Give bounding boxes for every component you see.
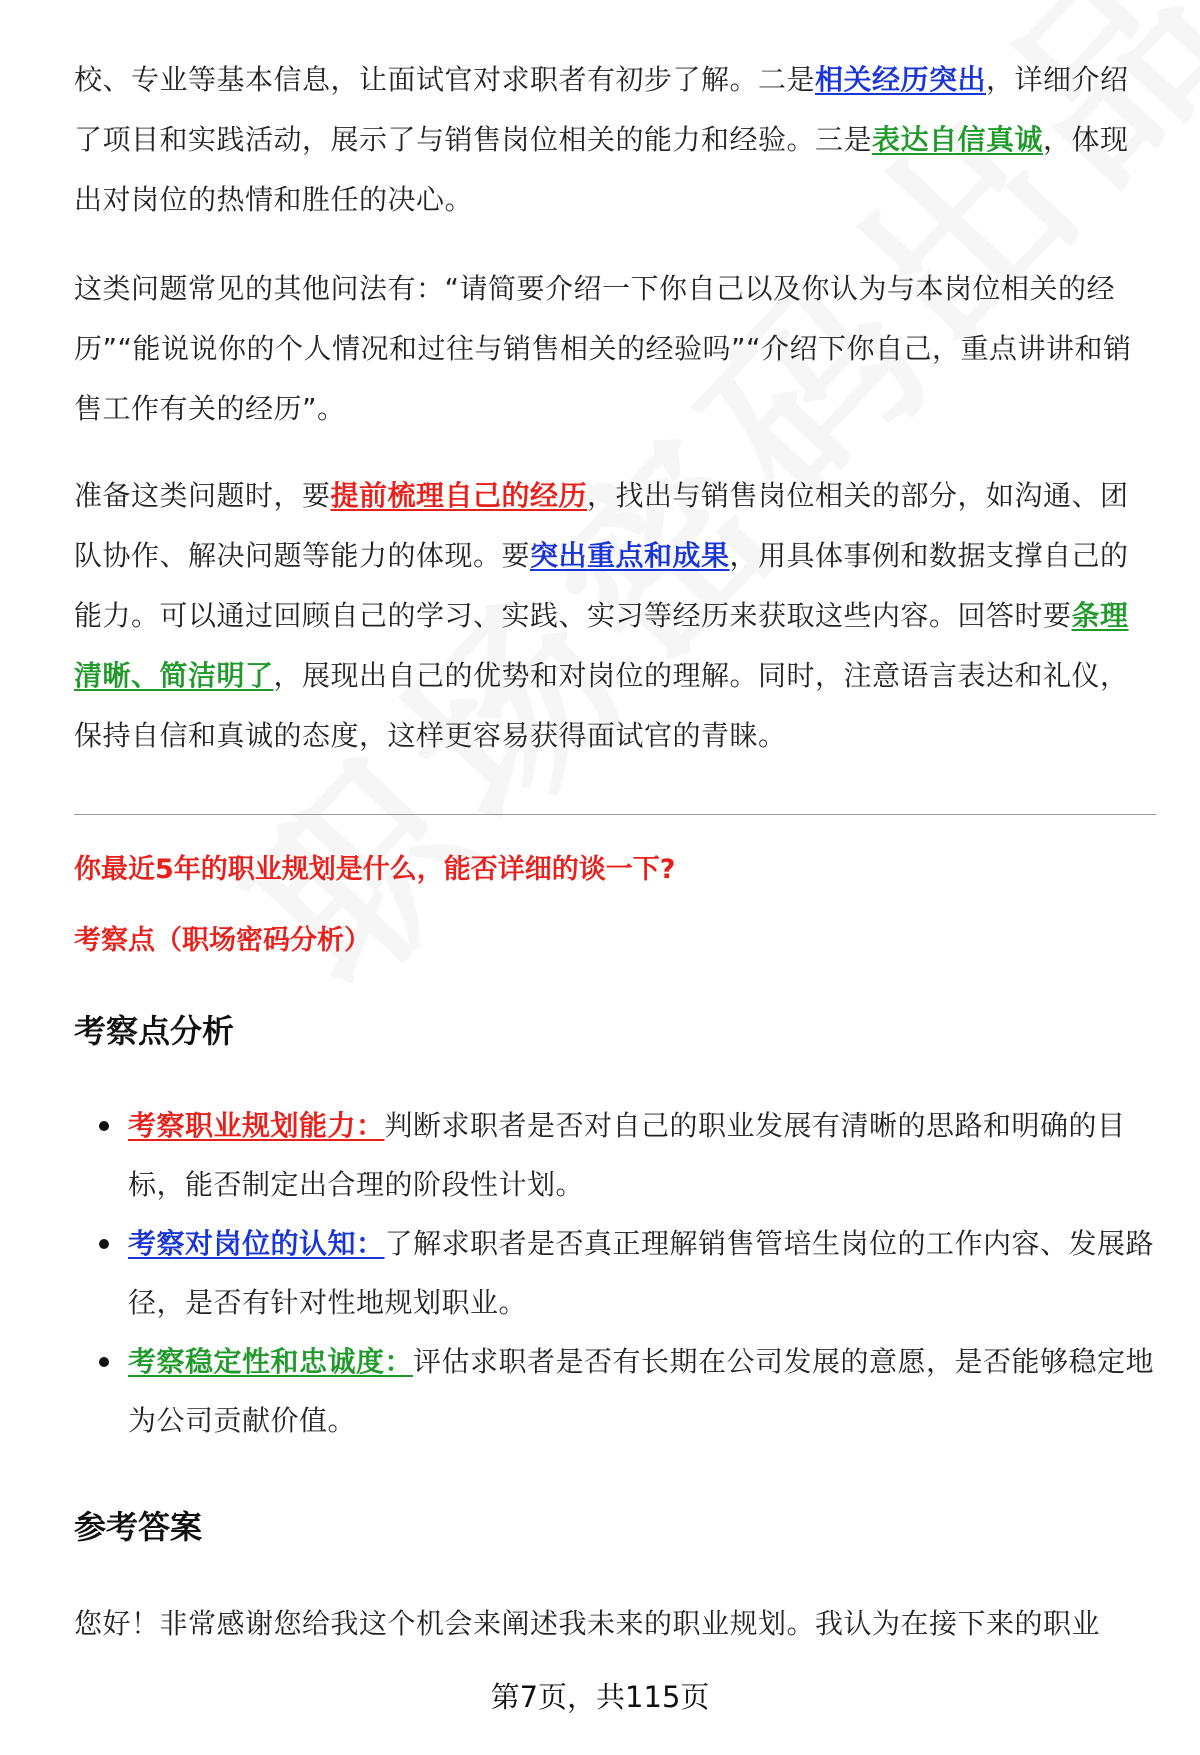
text-segment: ，用具体事例和数据支撑自己的能力。可以通过回顾自己的学习、实践、实习等经历来获取这些内容。回答时要 [74, 539, 1129, 632]
highlight-confident-sincere: 表达自信真诚 [872, 123, 1044, 156]
text-segment: ，体现出对岗位的热情和胜任的决心。 [74, 123, 1129, 216]
point-title-career-planning: 考察职业规划能力： [128, 1109, 385, 1142]
point-text: 了解求职者是否真正理解销售管培生岗位的工作内容、发展路径，是否有针对性地规划职业。 [128, 1227, 1155, 1319]
list-item [74, 1096, 1156, 1214]
highlight-clear-concise: 条理清晰、简洁明了 [74, 599, 1129, 692]
text-segment: 准备这类问题时，要 [74, 479, 331, 512]
paragraph-preparation-tips [74, 466, 1144, 766]
text-segment: ，找出与销售岗位相关的部分，如沟通、团队协作、解决问题等能力的体现。要 [74, 479, 1129, 572]
text-segment: 校、专业等基本信息，让面试官对求职者有初步了解。二是 [74, 63, 816, 96]
paragraph-alternative-questions: 这类问题常见的其他问法有：“请简要介绍一下你自己以及你认为与本岗位相关的经历”“能说说你的个人情况和过往与销售相关的经验吗”“介绍下你自己，重点讲讲和销售工作有关的经历”。 [74, 272, 1132, 425]
point-text: 评估求职者是否有长期在公司发展的意愿，是否能够稳定地为公司贡献价值。 [128, 1345, 1155, 1437]
highlight-related-experience: 相关经历突出 [815, 63, 987, 96]
reference-answer-heading: 参考答案 [74, 1508, 203, 1546]
analysis-heading: 考察点分析 [74, 1012, 235, 1050]
page-number-footer: 第7页，共115页 [490, 1680, 710, 1714]
point-title-stability-loyalty: 考察稳定性和忠诚度： [128, 1345, 414, 1378]
list-item [74, 1332, 1156, 1450]
interview-question: 你最近5年的职业规划是什么，能否详细的谈一下? [74, 854, 676, 885]
bullet-icon [99, 1239, 109, 1249]
reference-answer-text: 您好！非常感谢您给我这个机会来阐述我未来的职业规划。我认为在接下来的职业 [74, 1607, 1101, 1640]
point-text: 判断求职者是否对自己的职业发展有清晰的思路和明确的目标，能否制定出合理的阶段性计划。 [128, 1109, 1126, 1201]
bullet-icon [99, 1121, 109, 1131]
bullet-icon [99, 1357, 109, 1367]
analysis-points-list [74, 1096, 1156, 1450]
text-segment: ，详细介绍了项目和实践活动，展示了与销售岗位相关的能力和经验。三是 [74, 63, 1129, 156]
highlight-sort-experience: 提前梳理自己的经历 [330, 479, 588, 512]
list-item [74, 1214, 1156, 1332]
highlight-key-results: 突出重点和成果 [530, 539, 730, 572]
text-segment: ，展现出自己的优势和对岗位的理解。同时，注意语言表达和礼仪，保持自信和真诚的态度，这样更容易获得面试官的青睐。 [74, 659, 1129, 752]
section-divider [74, 814, 1156, 815]
point-title-role-understanding: 考察对岗位的认知： [128, 1227, 385, 1260]
exam-point-label: 考察点（职场密码分析） [74, 925, 371, 956]
paragraph-intro-summary [74, 50, 1144, 230]
